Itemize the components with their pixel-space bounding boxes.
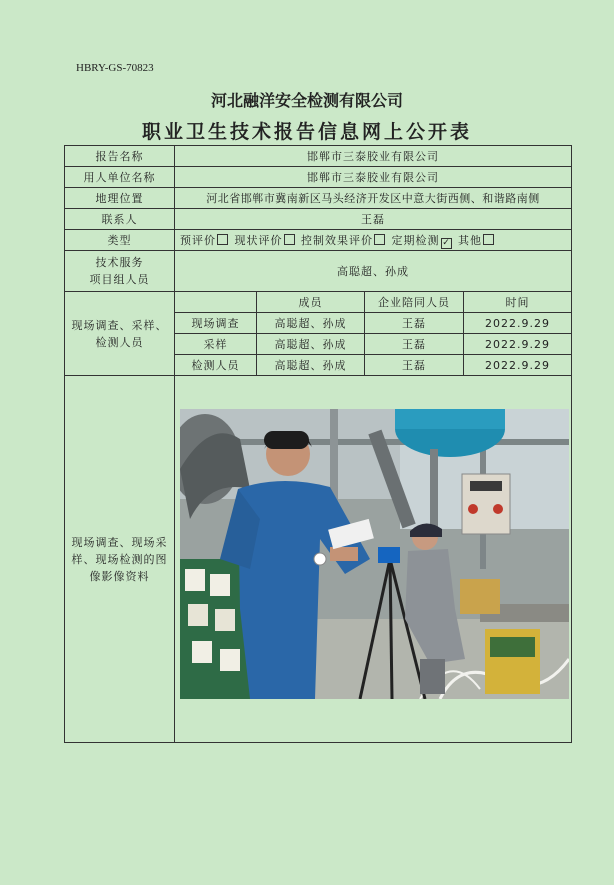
survey-header-escort: 企业陪同人员 [365, 292, 464, 313]
type-option-status-assessment[interactable]: 现状评价 [235, 234, 297, 247]
contact-label: 联系人 [65, 209, 175, 230]
survey-header-members: 成员 [257, 292, 365, 313]
row-report-name [65, 146, 572, 167]
location-value: 河北省邯郸市冀南新区马头经济开发区中意大街西侧、和谐路南侧 [175, 188, 572, 209]
row-images [65, 376, 572, 743]
type-option-periodic-testing[interactable]: 定期检测 ✓ [391, 233, 450, 248]
site-photo-illustration [180, 409, 569, 699]
checkbox-status-assessment[interactable] [284, 234, 295, 245]
row-contact [65, 209, 572, 230]
survey-escort: 王磊 [365, 334, 464, 355]
row-employer [65, 167, 572, 188]
site-photo [180, 409, 569, 699]
checkbox-other[interactable] [483, 234, 494, 245]
images-cell [175, 376, 572, 743]
survey-header-row [65, 292, 572, 313]
report-name-value: 邯郸市三泰胶业有限公司 [175, 146, 572, 167]
tech-team-value: 高聪超、孙成 [175, 251, 572, 292]
report-name-label: 报告名称 [65, 146, 175, 167]
survey-members: 高聪超、孙成 [257, 334, 365, 355]
row-type [65, 230, 572, 251]
survey-date: 2022.9.29 [464, 313, 572, 334]
survey-header-date: 时间 [464, 292, 572, 313]
checkbox-pre-assessment[interactable] [217, 234, 228, 245]
employer-value: 邯郸市三泰胶业有限公司 [175, 167, 572, 188]
page-title: 职业卫生技术报告信息网上公开表 [141, 121, 472, 143]
checkbox-control-effect[interactable] [374, 234, 385, 245]
survey-members: 高聪超、孙成 [257, 355, 365, 376]
survey-members: 高聪超、孙成 [257, 313, 365, 334]
checkbox-periodic-testing[interactable]: ✓ [442, 237, 450, 248]
survey-activity: 采样 [175, 334, 257, 355]
contact-value: 王磊 [175, 209, 572, 230]
survey-activity: 现场调查 [175, 313, 257, 334]
document-code: HBRY-GS-70823 [76, 62, 154, 74]
row-tech-team [65, 251, 572, 292]
type-options [175, 230, 572, 251]
survey-escort: 王磊 [365, 355, 464, 376]
survey-escort: 王磊 [365, 313, 464, 334]
type-label: 类型 [65, 230, 175, 251]
survey-date: 2022.9.29 [464, 355, 572, 376]
type-option-other[interactable]: 其他 [458, 234, 496, 247]
images-label: 现场调查、现场采样、现场检测的图像影像资料 [65, 376, 175, 743]
company-name: 河北融洋安全检测有限公司 [210, 91, 403, 110]
survey-group-label: 现场调查、采样、检测人员 [65, 292, 175, 376]
row-location [65, 188, 572, 209]
type-option-control-effect[interactable]: 控制效果评价 [301, 234, 387, 247]
location-label: 地理位置 [65, 188, 175, 209]
tech-team-label: 技术服务 项目组人员 [65, 251, 175, 292]
disclosure-table [64, 145, 572, 743]
survey-date: 2022.9.29 [464, 334, 572, 355]
survey-activity: 检测人员 [175, 355, 257, 376]
type-option-pre-assessment[interactable]: 预评价 [180, 234, 230, 247]
survey-header-blank [175, 292, 257, 313]
employer-label: 用人单位名称 [65, 167, 175, 188]
